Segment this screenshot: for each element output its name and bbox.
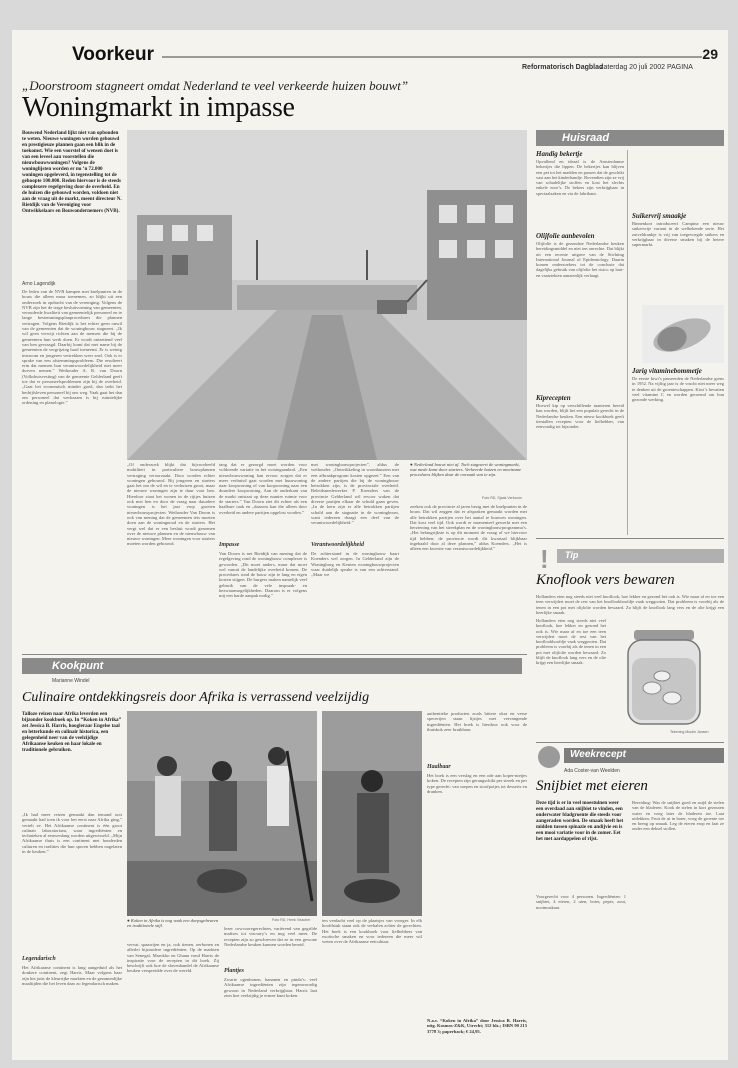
kookpunt-subhead-plantjes: Plantjes — [224, 968, 245, 974]
sidebar-item-text: Hoewel kip op verschillende manieren bereid kan worden, blijft het een populair gerecht in de Nederlandse keuken. Een nieuw kookboek geeft tientallen recepten voor de liefhebber, van eenvoudig tot bijzonder. — [536, 403, 624, 430]
article-column-3b: Van Doorn is net Rietdijk van mening dat de regelgeving rond de woningbouw complexer is geworden. „Dit moet anders, maar dat moet wel vanuit de landelijke overheid komen. De procedures rond de bouw zijn te lang en eigen kosten stijgen. De burgers maken namelijk veel gebruik van de vele inspraak- en bezwaarmogelijkheden. Daarom is er volgens mij een harde aanpak nodig.” — [219, 551, 307, 599]
weekrecept-title: Snijbiet met eieren — [536, 778, 648, 794]
africa-photo-credit: Foto RD, Henk Visscher — [272, 918, 311, 922]
housing-photo — [127, 130, 527, 460]
article-kicker: „Doorstroom stagneert omdat Nederland te veel verkeerde huizen bouwt” — [22, 78, 409, 93]
tip-logo: Tip — [557, 549, 724, 563]
weekrecept-logo: Weekrecept — [564, 748, 724, 763]
africa-photo-caption: ● Koken in Afrika is nog vaak een dorpsgebeuren en traditionele stijl. — [127, 918, 219, 929]
huisraad-logo: Huisraad — [536, 130, 724, 146]
africa-photo-illustration — [127, 711, 317, 916]
sidebar-item-text: Opvallend en ideaal is de Amsterdamse bekertjes die lippen. De bekertjes kan blijven een pet tot het madden en passen dat de geschikt vast aan het kinderhandje. Bovendien zijn ze vrij van schadelijke stoffen en kost het slechts enkele euro’s. De bekers zijn verkrijgbaar in speciaalzaken en via de fabrikant. — [536, 159, 624, 196]
article-column-3: tang dat er gezorgd moet worden voor voldoende variatie in het woningaanbod. „Een nieuwbouwwoning kan ervoor zorgen dat er meer verhuisd gaat worden met huurwoning naar koopwoning of van koopwoning naar een duurdere koopwoning. Aan de onderkant van de markt ontstaat op deze manier ruimte voor de starters.” Van Doorn ziet dit echter als een haalbare taak en „daarom kan die alleen door overheid en andere partijen opgelost worden.” — [219, 462, 307, 515]
issue-date: zaterdag 20 juli 2002 PAGINA — [600, 64, 693, 71]
africa-cooking-photo — [127, 711, 317, 916]
sidebar-divider — [627, 150, 628, 535]
kookpunt-column-5: authentieke producten zoals bittere okra en verse specerijen staan lijstjes met vervangende ingrediënten. Het boek is hierdoor ook voor de thuiskok zeer bruikbaar. — [427, 711, 527, 732]
article-subhead-verantwoordelijkheid: Verantwoordelijkheid — [311, 542, 365, 548]
weekrecept-lead: Deze tijd is er in veel moestuinen weer een overdaad aan snijbiet te vinden, een onderwater bladgroente die steeds voor aangeraden worden. De smaak heeft het midden tussen spinazie en andijvie en is een mooi variatie voor in de zomer. Eet het met aardappelen of rijst. — [536, 800, 624, 842]
kookpunt-column-3: lezer cowcooregerechten, varièrend van gegrilde mafises tot viscurry’s en nog veel meer. De recepten zijn zo geschreven dat ze in een gewone Nederlandse keuken kunnen worden bereid. — [224, 926, 317, 947]
sidebar-item-text: Olijfolie is de gezondste Nederlandse keuken bereidingsmiddel en niet ten onrechte. Dat blijkt uit een recente uitgave van de Stichting International Journal of Epidemiology. Daarin komen onderzoekers tot de conclusie dat dagelijks gebruik van olijfolie het risico op hart- en vaatziekten aanzienlijk verlaagt. — [536, 241, 624, 278]
article-byline: Arno Lagendijk — [22, 281, 56, 287]
weekrecept-ingredients: Voorgerecht voor 4 personen. Ingrediënten: 1 snijbiet, 4 eieren, 2 uien, boter, peper, zout, nootmuskaat. — [536, 894, 626, 910]
kookpunt-column-4: ten verdacht veel op de plaatsjes van vroeger. In elk hoofdstuk staan ook de verhalen achter de gerechten. Het boek is een kookboek voor liefhebbers van exotische smaken en voor iedereen die meer wil weten over de Afrikaanse eetcultuur. — [322, 918, 422, 945]
jar-icon — [612, 618, 724, 728]
author-avatar — [538, 746, 560, 768]
kookpunt-logo: Kookpunt — [22, 658, 522, 674]
kookpunt-column-2: vervat, spaarrijen en ja, ook tienen, oerbonen en allerlei bijzondere ingrediënten. Op de markten van Senegal, Marokko en Ghana vond Harris de inspiratie voor de recepten in dit boek. Zij beschrijft ook hoe de slavenhandel de Afrikaanse keuken verspreidde over de wereld. — [127, 942, 219, 974]
sidebar-item-title: Handig bekertje — [536, 150, 583, 158]
article-column-4: met woningbouwprojecten”, aldus de wethouder. „Ontwikkeling in woonbuurten met een afbraakprogram kosten opgezet.” Een van de andere partijen die bij de woningbouw betrokken zijn, is de provinciale overheid. Beleidsmedewerker P. Koenders van de provincie Gelderland wil ervoor waken dat diverse partijen elkaar de schuld gaan geven. „In de kern zijn er alle betrokken partijen schuld aan de stagnatie in de woningbouw, want iedereen draagt een deel van de verantwoordelijkheid.” — [311, 462, 399, 526]
weekrecept-method: Bereiding: Was de snijbiet goed en snijd de stelen van de bladeren. Kook de stelen in kort gezouten water en voeg later de bladeren toe. Laat uitlekken. Fruit de ui in boter, voeg de groente toe en breng op smaak. Leg de eieren erop en laat ze onder een deksel stollen. — [632, 800, 724, 832]
header-rule — [162, 56, 702, 58]
housing-photo-illustration — [127, 130, 527, 460]
kookpunt-subhead-haalbaar: Haalbaar — [427, 764, 451, 770]
sidebar-item-title: Olijfolie aanbevolen — [536, 232, 595, 240]
sidebar-item-text: De eerste kiwi’s passeerden de Nederlandse grens in 1952. Na vijftig jaar is de vrucht niet meer weg te denken uit de groenteschappen. Kiwi’s bevatten veel vitamine C en worden geroemd om hun gezonde werking. — [632, 376, 724, 403]
kookpunt-column-3b: Zwarte ogenbonen, bananen en pinda’s: veel Afrikaanse ingrediënten zijn tegenwoordig gewoon in Nederland verkrijgbaar. Harris laat zien hoe veelzijdig je ermee kunt koken. — [224, 977, 317, 998]
newspaper-page — [12, 30, 728, 1060]
housing-photo-caption: ● Nederland bouwt niet af. Toch stagneert de woningmarkt, wat mede komt door starters. Verkeerde huizen en moeizame procedures blijken daar de oorzaak van te zijn. — [410, 462, 522, 478]
africa-cooking-photo-2 — [322, 711, 422, 916]
kookpunt-subhead-legendarisch: Legendarisch — [22, 956, 56, 962]
section-title: Voorkeur — [72, 44, 155, 65]
kookpunt-author: Marianne Windel — [52, 678, 90, 684]
pill-icon — [642, 305, 724, 363]
article-column-2: „Of onderzoek blijkt dat bijvoorbeeld mobiliteit in particuliere bouwplannen vertraging veroorzaakt. Door worden echter woningen gebouwd. Bij jongeren en starters gaat het om de wil en te verhuizen groot, maar de nieuwe woningen zijn te duur voor hen. Hierdoor staat het wonen in de rijtjes huizen ook met hen en door de vraag naar duurdere woningen is het jaar erop groeien nieuwbouwprojecten. Wethouder Van Doorn is ook van mening dat de gemeenten iets moeten doen aan de woningnood en de starters. Het vergt wel dat er een besluit wordt genomen over de nieuwe plannen en de nieuwbouw van nieuwe woningen. Meer woningen voor starters moeten worden gebouwd. — [127, 462, 215, 547]
kookpunt-column-5b: Het boek is een verslag en een ode aan koper-nietjes koken. De recepten zijn gerangschikt per streek en per type gerecht: van soepen en stoofpotjes tot desserts en dranken. — [427, 773, 527, 794]
article-column-4b: De achterstand in de woningbouw baart Koenders wel zorgen. In Gelderland zijn de Woningborg en Kernen woningbouwprojecten waar duidelijk sprake is van een achterstand. „Maar we — [311, 551, 399, 578]
kookpunt-column-1: „Ik had meer reizen gemaakt dan iemand ooit gemaakt had toen ik voor het eerst naar Afrika ging,” vertelt ze. Het Afrikaanse continent is één groot culinair laboratorium, waar ingrediënten en technieken al eeuwenlang worden uitgewisseld. „Mijn Afrikaanse thuis is een continent met honderden culturen en tradities die hun sporen hebben nagelaten in de keuken.” — [22, 812, 122, 855]
tip-illustration-credit: Tekening Moulin Jansen — [670, 730, 709, 734]
article-column-5: zoeken ook de provincie al jaren bezig met de knelpunten in de bouw. Dat wil zeggen dat er afspraken gemaakt worden met alle betrokken partijen over het aantal te bouwen woningen. Dat kost veel tijd. Ook wordt er momenteel gewerkt met een herziening van het streekplan en de woningbouwprogramma’s. „Het belangrijkste is op dit moment de vraag of we hiervoor tijd hebben; de provincie wordt dit kwartaal blijkbaar ingehaald door al deze plannen,” aldus Koenders. „Het is alleen een kwestie van verantwoordelijkheid.” — [410, 504, 527, 552]
article-subhead-impasse: Impasse — [219, 542, 240, 548]
article-lead: Bouwend Nederland lijkt niet van opbouden te weten. Nieuwe woningen worden gebouwd en prestigieuze plannen gaan een blik in de toekomst. Wie een voorstel of wensen doet is van een leveel aan voorstellen die nieuwbouwwoningen? Volgens de woninglijsten worden er nu ’n 72.000 woningen opgeleverd, in tegenstelling tot de gehoopte 100.000. Reden hiervoor is de steeds complexere regelgeving door de overheid. En de huizen die gebouwd worden, voldoen niet aan de vraag uit de markt, meent directeur N. Rietdijk van de Vereniging voor Ontwikkelaars en Bouwondernemers (NVB). — [22, 130, 122, 214]
article-column-1: De leden van de NVB kampen met knelpunten in de bouw die alleen maar toenemen, zo blijkt uit een onderzoek in opdracht van de vereniging. Volgens de NVB zijn het de trage besluitvorming van gemeenten, verouderde kwaliteit van gemeentelijk personeel en te lange bestemmingsplanprocedures die plannen vertragen. Volgens Rietdijk is het echter geen onwil van de gemeenten dat de woningbouw stagneert. „Ik wil geen verwijt richten aan de mensen die bij de gemeenten hun werk doen. Er wordt ontzettend veel van hen gevraagd. Daarbij komt dat met name bij de gemeenten de vergrijzing hard toeneemt. Er is weinig instroom en jongeren vertrekken weer snel. Ook is er sprake van een afstemmingsprobleem. Die resulteert erin dat mensen hun verantwoordelijkheid niet meer durven nemen.” Wethouder A. R. van Doorn (Volkshuisvesting) van de gemeente Gelderland geeft toe dat er personeelsproblemen zijn bij de overheid. „Gaat het economisch minder goed, dan trekt het bedrijfsleven personeel bij ons weg. Vaak gaat het dan om personeel dat werkzaam is bij ruimtelijke ordening en planologie.” — [22, 289, 122, 406]
sidebar-item-text: Binnenkort introduceert Campina een nieuw suikervrije variant in de welbekende serie. Het zuiveldrankje is vrij van toegevoegde suikers en verkrijgbaar in diverse smaken bij de betere supermarkt. — [632, 221, 724, 248]
kookpunt-column-1b: Het Afrikaanse continent is lang aangeduid als het donkere continent, zegt Harris. Maar volgens haar zijn het juist de kleurrijke markten en de gezamenlijke maaltijden die het leven daar zo legendarisch maken. — [22, 965, 122, 986]
sidebar-item-title: Kiprecepten — [536, 394, 571, 402]
tip-rule — [536, 538, 724, 539]
sidebar-item-title: Suikervrij smaakje — [632, 212, 687, 220]
africa-photo-2-illustration — [322, 711, 422, 916]
kookpunt-book-info: N.a.v. “Koken in Afrika” door Jessica B. Harris, uitg. Kosmos-Z&K, Utrecht; 312 blz.; ISBN 90 215 3778 3; paperback; € 24,95. — [427, 1018, 527, 1034]
article-headline: Woningmarkt in impasse — [22, 92, 295, 123]
page-header — [12, 30, 728, 76]
housing-photo-credit: Foto RD, Sjaak Verboom — [482, 496, 522, 500]
tip-title: Knoflook vers bewaren — [536, 572, 675, 588]
tip-text-short: Hollanders eten nog steeds niet veel knoflook, hoe lekker en gezond het ook is. Wie maar af en toe een teen verwijdert moet de rest van het knoflookhoofdje vaak weggooien. Dat probleem is voorbij als de tenen in een pot met olijfolie worden bewaard. Zo blijft de knoflook lang vers en de olie krijgt een heerlijke smaak. — [536, 618, 606, 666]
vitamin-pill-photo — [642, 305, 724, 363]
publication-name: Reformatorisch Dagblad — [522, 64, 604, 71]
sidebar-item-title: Jarig vitaminebommetje — [632, 367, 702, 375]
kookpunt-lead: Talloze reizen naar Afrika leverden een bijzonder kookboek op. In “Koken in Afrika” zet Jessica B. Harris, hoogleraar Engelse taal en letterkunde en culinair historica, een gelegenheid neer van de veelzijdige Afrikaanse keuken en haar lokale en traditionele gebruiken. — [22, 711, 122, 753]
kookpunt-rule — [22, 654, 527, 655]
kookpunt-headline: Culinaire ontdekkingsreis door Afrika is verrassend veelzijdig — [22, 690, 370, 705]
garlic-jar-illustration — [612, 618, 724, 728]
weekrecept-rule — [536, 742, 724, 743]
weekrecept-author: Ada Coster-van Weelden — [564, 768, 620, 774]
tip-intro: Hollanders eten nog steeds niet veel knoflook, hoe lekker en gezond het ook is. Wie maar af en toe een teen verwijdert moet de rest van het knoflookhoofdje vaak weggooien. Dat probleem is voorbij als de tenen in een pot met olijfolie worden bewaard. Zo blijft de knoflook lang vers en de olie krijgt een heerlijke smaak. — [536, 594, 724, 615]
page-number: 29 — [702, 46, 718, 62]
tip-exclamation-icon: ! — [540, 544, 549, 574]
